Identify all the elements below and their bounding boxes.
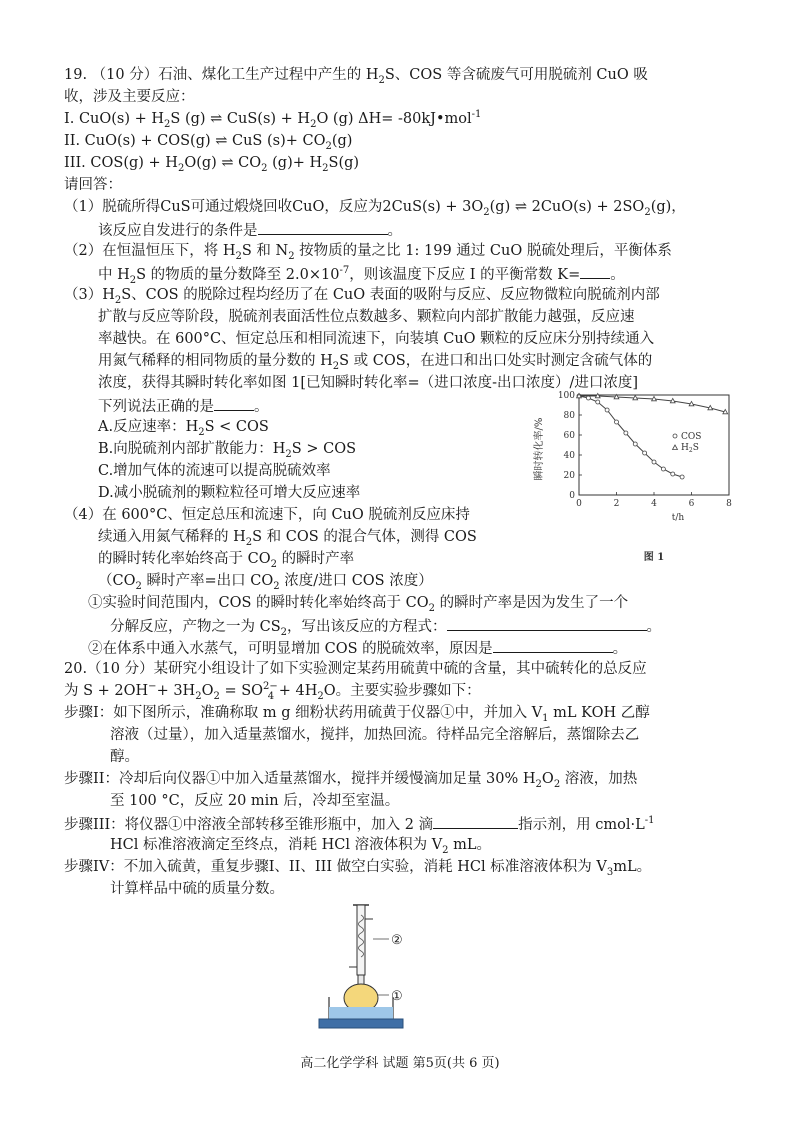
x-tick-label: 6 bbox=[688, 499, 695, 509]
condenser-tube bbox=[357, 905, 365, 975]
point-cos bbox=[615, 420, 619, 424]
q19-part4-line2: 续通入用氮气稀释的 $H_2S$ 和 COS 的混合气体，测得 COS bbox=[98, 529, 477, 548]
reaction-2: II. CuO(s) + COS(g) ⇌ CuS $(s)+ CO_2(g)$ bbox=[64, 133, 353, 152]
y-tick-label: 20 bbox=[563, 471, 575, 481]
q19-part4-line3: 的瞬时转化率始终高于 $CO_2$ 的瞬时产率 bbox=[98, 551, 355, 570]
point-cos bbox=[652, 460, 656, 464]
x-tick-label: 4 bbox=[651, 499, 657, 509]
option-d: D.减小脱硫剂的颗粒粒径可增大反应速率 bbox=[98, 485, 361, 501]
plot-frame bbox=[579, 395, 729, 495]
q19-header: 19. （10 分）石油、煤化工生产过程中产生的 $H_2S$、COS 等含硫废气可用脱硫剂 CuO 吸 bbox=[64, 67, 648, 86]
label-2: ② bbox=[391, 933, 403, 948]
bath-water bbox=[329, 1007, 393, 1019]
q19-part3-line3: 率越快。在 600°C、恒定总压和相同流速下，向装填 CuO 颗粒的反应床分别持续通入 bbox=[98, 331, 655, 347]
point-cos bbox=[633, 442, 637, 446]
option-c: C.增加气体的流速可以提高脱硫效率 bbox=[98, 463, 331, 479]
reaction-1: I. $CuO(s) + H_2S$ (g) ⇌ $CuS(s) + H_2O$ (g) ΔH= -80kJ•mol$^{-1}$ bbox=[64, 109, 482, 130]
x-axis-label: t/h bbox=[671, 513, 685, 523]
step-3: 步骤III：将仪器①中溶液全部转移至锥形瓶中，加入 2 滴 指示剂，用 $cmol\cdot L^{-1}$ bbox=[64, 812, 654, 836]
reflux-apparatus bbox=[305, 895, 440, 1040]
q19-part4-line4: （$CO_2$ 瞬时产率=出口 $CO_2$ 浓度/进口 COS 浓度） bbox=[98, 573, 433, 592]
legend-h2s-marker bbox=[673, 445, 678, 450]
x-tick-label: 0 bbox=[576, 499, 582, 509]
step-1-line2: 溶液（过量），加入适量蒸馏水，搅拌，加热回流。待样品完全溶解后，蒸馏除去乙 bbox=[110, 727, 640, 743]
figure-caption: 图 1 bbox=[643, 552, 665, 563]
legend-h2s: $H_2S$ bbox=[681, 443, 699, 454]
figure-1-chart bbox=[533, 385, 748, 570]
point-cos bbox=[586, 396, 590, 400]
q19-part4-sub2: ②在体系中通入水蒸气，可明显增加 COS 的脱硫效率，原因是 。 bbox=[88, 636, 627, 660]
step-1: 步骤I：如下图所示，准确称取 m g 细粉状药用硫黄于仪器①中，并加入 $V_1$ mL KOH 乙醇 bbox=[64, 705, 650, 724]
q19-part4-sub1: ①实验时间范围内，COS 的瞬时转化率始终高于 $CO_2$ 的瞬时产率是因为发生了一个 bbox=[88, 595, 629, 614]
q19-part2-line2: 中 $H_2S$ 的物质的量分数降至 $2.0\times 10^{-7}$，则该温度下反应 I 的平衡常数 K= 。 bbox=[98, 262, 625, 286]
point-cos bbox=[680, 475, 684, 479]
q19-part3-line5: 浓度，获得其瞬时转化率如图 1[已知瞬时转化率=（进口浓度-出口浓度）/进口浓度] bbox=[98, 375, 639, 391]
step-1-line3: 醇。 bbox=[110, 749, 139, 765]
step-4: 步骤IV：不加入硫黄，重复步骤I、II、III 做空白实验，消耗 HCl 标准溶液体积为 $V_3mL$。 bbox=[64, 859, 652, 878]
q19-part1-condition: 该反应自发进行的条件是 。 bbox=[98, 218, 402, 242]
q20-reaction: 为 $S + 2OH^-+ 3H_2O_2 = SO^{2-}_4 + 4H_2O$。主要实验步骤如下： bbox=[64, 681, 481, 702]
option-a: A.反应速率：$H_2S$ < COS bbox=[98, 419, 269, 438]
series-line-h2s bbox=[579, 396, 725, 412]
q19-part4-sub1-line2: 分解反应，产物之一为 $CS_2$，写出该反应的方程式： 。 bbox=[110, 614, 661, 638]
answer-blank-5[interactable] bbox=[493, 636, 613, 653]
x-tick-label: 8 bbox=[726, 499, 732, 509]
stand-base bbox=[319, 1019, 403, 1028]
legend-cos: COS bbox=[681, 432, 702, 442]
answer-blank-2[interactable] bbox=[580, 262, 610, 279]
q20-header: 20.（10 分）某研究小组设计了如下实验测定某药用硫黄中硫的含量，其中硫转化的总反应 bbox=[64, 661, 647, 677]
q19-part3-line2: 扩散与反应等阶段，脱硫剂表面活性位点数越多、颗粒向内部扩散能力越强，反应速 bbox=[98, 309, 635, 325]
point-cos bbox=[596, 400, 600, 404]
y-tick-label: 60 bbox=[563, 431, 575, 441]
point-cos bbox=[671, 472, 675, 476]
answer-blank-1[interactable] bbox=[258, 218, 388, 235]
legend-cos-marker bbox=[673, 434, 677, 438]
y-axis-label: 瞬时转化率/% bbox=[534, 417, 545, 481]
point-cos bbox=[624, 431, 628, 435]
answer-blank-4[interactable] bbox=[447, 614, 647, 631]
series-line-cos bbox=[579, 396, 682, 477]
answer-blank-3[interactable] bbox=[214, 394, 254, 411]
q19-part1: （1）脱硫所得CuS可通过煅烧回收CuO，反应为$2CuS(s) + 3O_2(g)$ ⇌ $2CuO(s) + 2SO_2(g)$， bbox=[64, 199, 686, 218]
point-cos bbox=[661, 467, 665, 471]
reaction-3: III. $COS(g) + H_2O(g)$ ⇌ $CO_2$ $(g)+ H_2S(g)$ bbox=[64, 155, 360, 174]
label-1: ① bbox=[391, 989, 403, 1004]
y-tick-label: 80 bbox=[563, 411, 575, 421]
q19-part3-line1: $(3)H_2S$、COS 的脱除过程均经历了在 CuO 表面的吸附与反应、反应物微粒向脱硫剂内部 bbox=[64, 287, 660, 306]
step-2-line2: 至 100 °C，反应 20 min 后，冷却至室温。 bbox=[110, 793, 400, 809]
x-tick-label: 2 bbox=[613, 499, 620, 509]
point-cos bbox=[643, 451, 647, 455]
step-3-line2: HCl 标准溶液滴定至终点，消耗 HCl 溶液体积为 $V_2$ mL。 bbox=[110, 837, 492, 856]
step-2: 步骤II：冷却后向仪器①中加入适量蒸馏水，搅拌并缓慢滴加足量 30% $H_2O_2$ 溶液，加热 bbox=[64, 771, 638, 790]
q19-part3-line6: 下列说法正确的是 。 bbox=[98, 394, 269, 418]
point-cos bbox=[605, 408, 609, 412]
y-tick-label: 0 bbox=[569, 491, 575, 501]
option-b: B.向脱硫剂内部扩散能力：$H_2S$ > COS bbox=[98, 441, 357, 460]
step-4-line2: 计算样品中硫的质量分数。 bbox=[110, 881, 284, 897]
q19-header-line2: 收，涉及主要反应： bbox=[64, 89, 195, 105]
please-answer: 请回答： bbox=[64, 177, 122, 193]
y-tick-label: 40 bbox=[563, 451, 575, 461]
q19-part3-line4: 用氮气稀释的相同物质的量分数的 $H_2S$ 或 COS，在进口和出口处实时测定含硫气体的 bbox=[98, 353, 653, 372]
answer-blank-6[interactable] bbox=[433, 812, 518, 829]
page-footer: 高二化学学科 试题 第5页(共 6 页) bbox=[300, 1056, 500, 1071]
q19-part4-line1: （4）在 600°C、恒定总压和流速下，向 CuO 脱硫剂反应床持 bbox=[64, 507, 470, 523]
y-tick-label: 100 bbox=[557, 391, 575, 401]
q19-part2: （2）在恒温恒压下，将 $H_2S$ 和 $N_2$ 按物质的量之比 1: 199 通过 CuO 脱硫处理后，平衡体系 bbox=[64, 243, 672, 262]
